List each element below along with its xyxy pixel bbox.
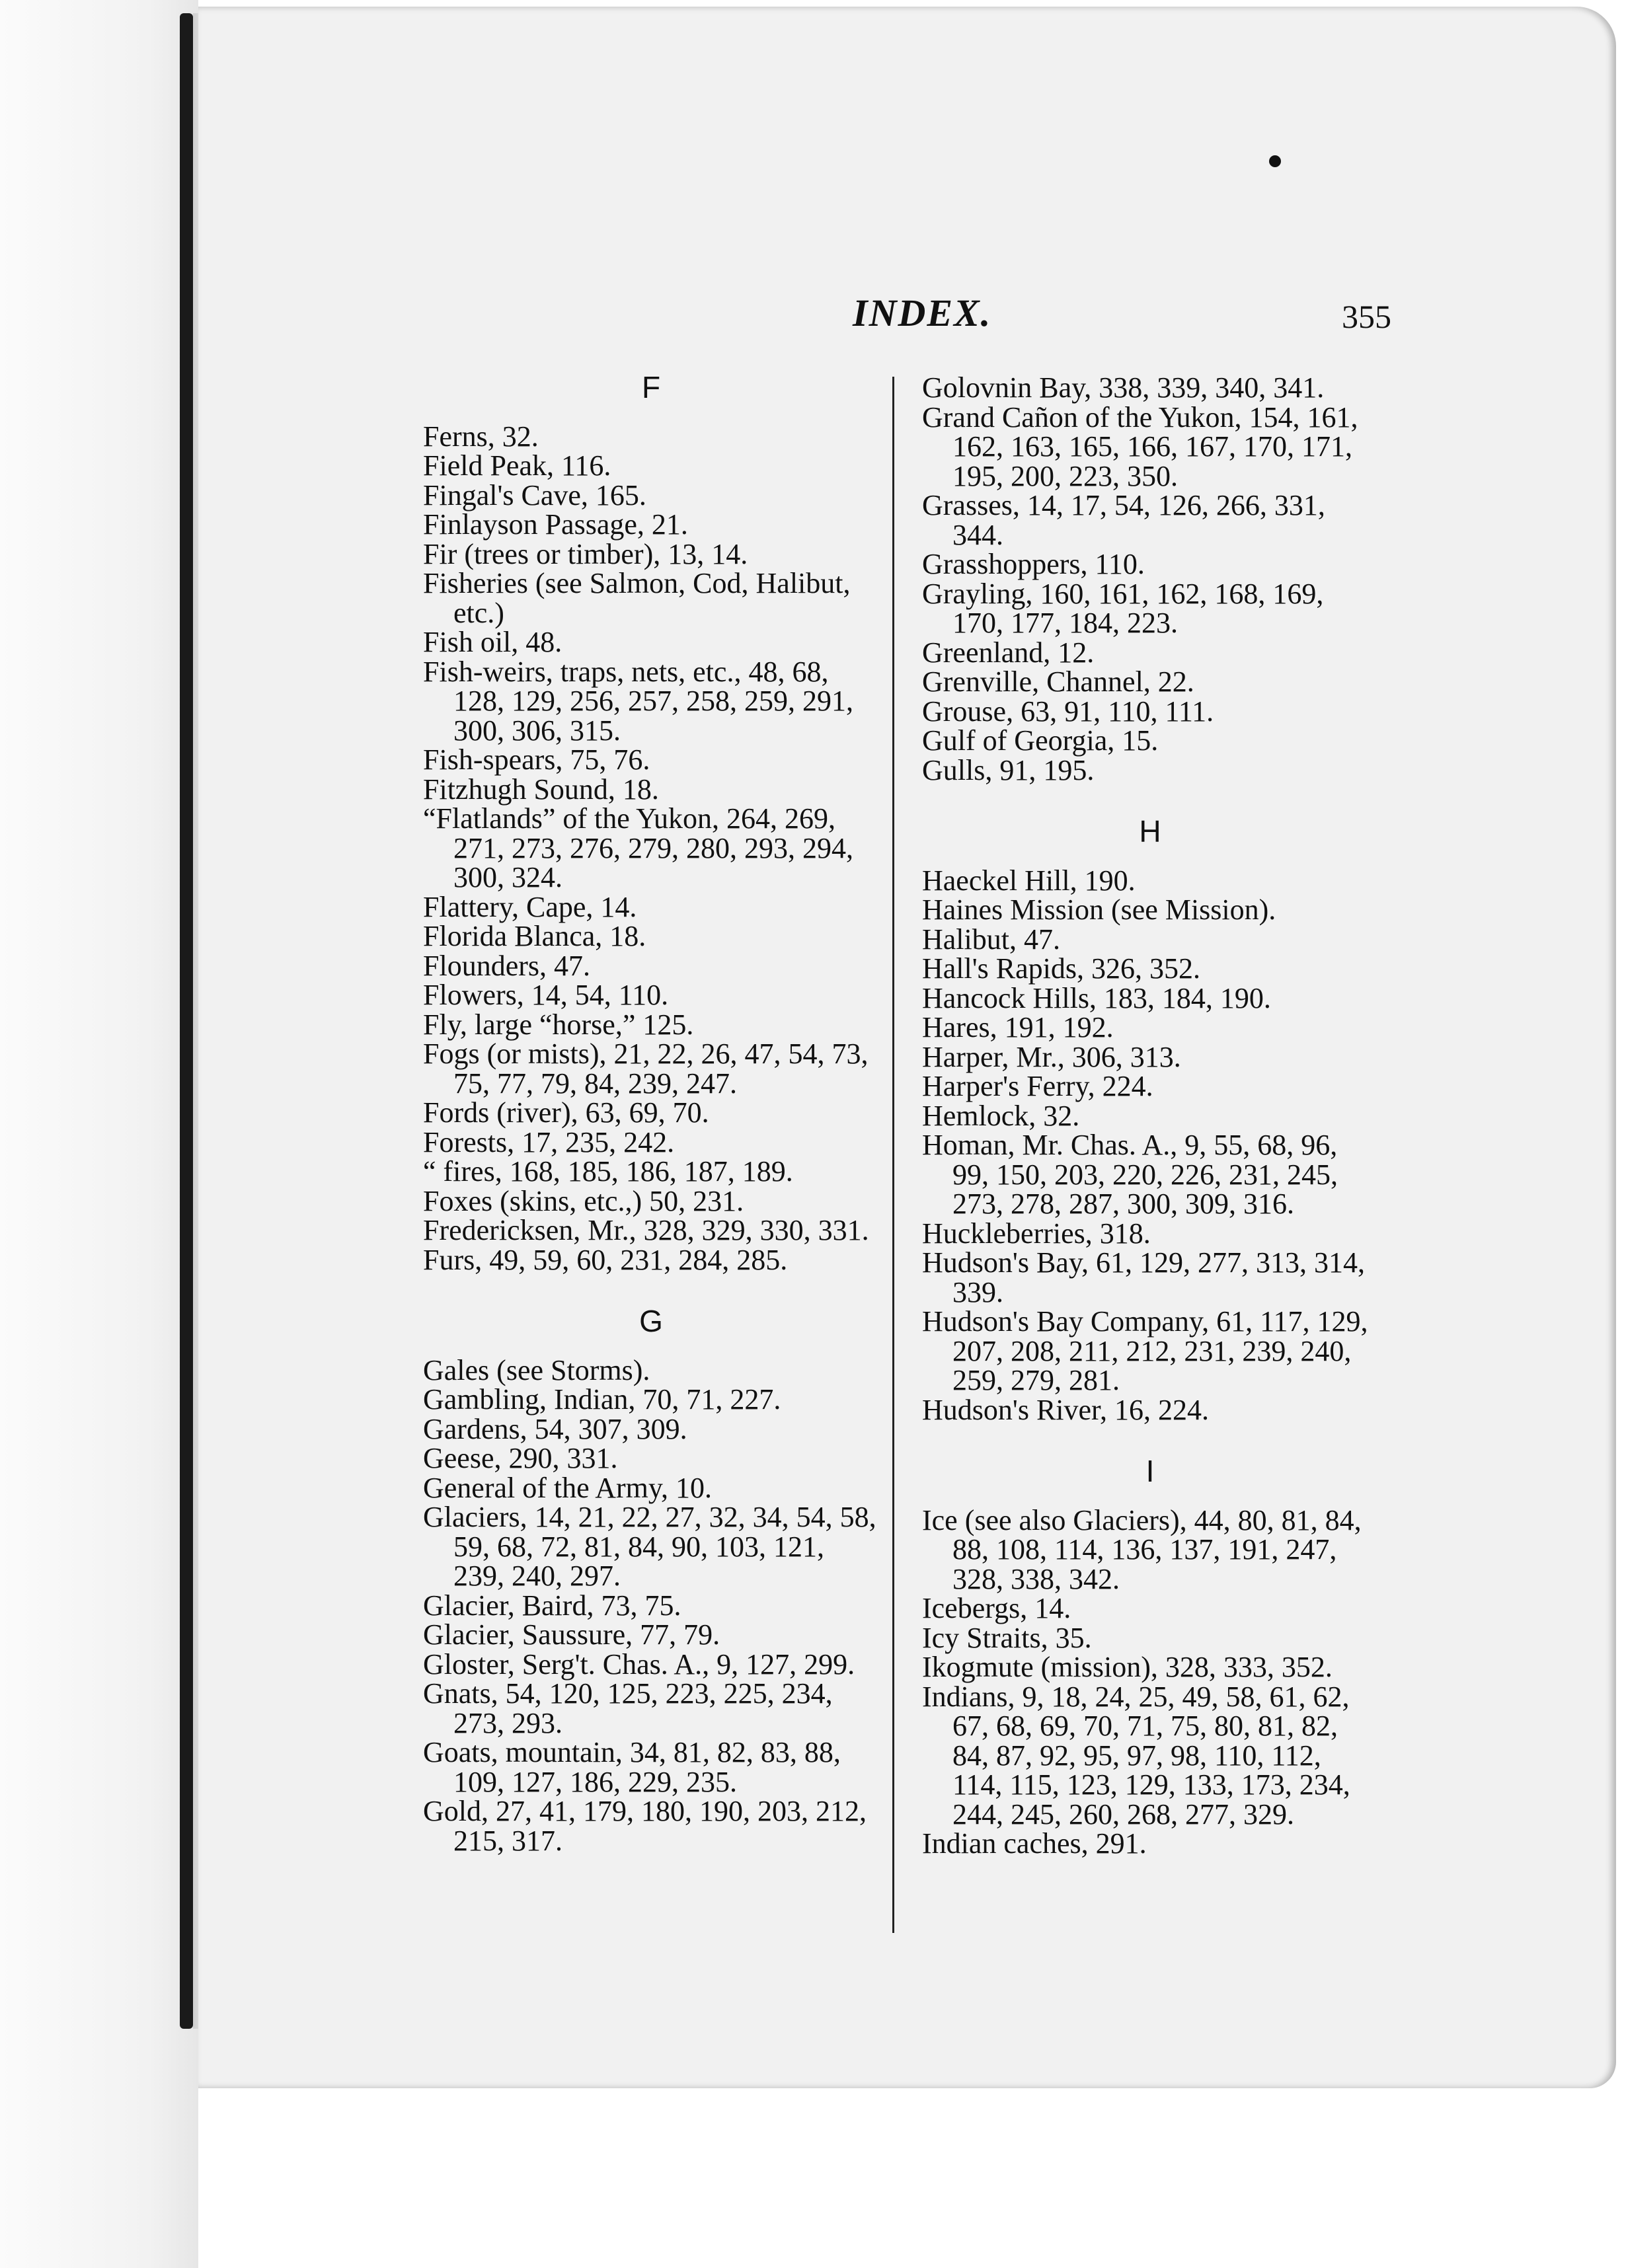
index-entry: Gloster, Serg't. Chas. A., 9, 127, 299. bbox=[423, 1647, 855, 1681]
running-title: INDEX. bbox=[853, 291, 992, 334]
index-entry: Harper's Ferry, 224. bbox=[922, 1070, 1153, 1102]
index-entry: Foxes (skins, etc.,) 50, 231. bbox=[423, 1184, 744, 1217]
index-entry: Homan, Mr. Chas. A., 9, 55, 68, 96, 99, 150, 203, 220, 226, 231, 245, 273, 278, 287, 300, 309, 316. bbox=[922, 1129, 1338, 1220]
index-entry: Hemlock, 32. bbox=[922, 1099, 1080, 1132]
index-entry: Ikogmute (mission), 328, 333, 352. bbox=[922, 1651, 1333, 1683]
section-letter-heading: I bbox=[1145, 1454, 1155, 1488]
index-entry: Fish-spears, 75, 76. bbox=[423, 743, 650, 776]
index-entry: Goats, mountain, 34, 81, 82, 83, 88, 109, 127, 186, 229, 235. bbox=[423, 1736, 841, 1798]
index-entry: Flounders, 47. bbox=[423, 949, 590, 982]
index-entry: Grayling, 160, 161, 162, 168, 169, 170, 177, 184, 223. bbox=[922, 577, 1324, 639]
index-entry: Haeckel Hill, 190. bbox=[922, 864, 1136, 897]
index-entry: Harper, Mr., 306, 313. bbox=[922, 1040, 1181, 1073]
section-spacer bbox=[922, 785, 1378, 814]
index-entry: Grouse, 63, 91, 110, 111. bbox=[922, 695, 1214, 728]
index-entry: Forests, 17, 235, 242. bbox=[423, 1125, 675, 1158]
index-entry: Icebergs, 14. bbox=[922, 1592, 1071, 1624]
index-entry: “ fires, 168, 185, 186, 187, 189. bbox=[423, 1155, 793, 1188]
section-letter-heading: G bbox=[639, 1304, 663, 1338]
index-entry: Finlayson Passage, 21. bbox=[423, 508, 688, 541]
index-entry: Greenland, 12. bbox=[922, 636, 1095, 669]
index-entry: “Flatlands” of the Yukon, 264, 269, 271, 273, 276, 279, 280, 293, 294, 300, 324. bbox=[423, 802, 853, 893]
index-entry: Flowers, 14, 54, 110. bbox=[423, 979, 669, 1011]
index-entry: Fish oil, 48. bbox=[423, 626, 562, 658]
index-entry: Gulls, 91, 195. bbox=[922, 753, 1095, 786]
index-entry: Flattery, Cape, 14. bbox=[423, 890, 637, 923]
section-letter-heading: H bbox=[1139, 814, 1161, 849]
index-entry: Fords (river), 63, 69, 70. bbox=[423, 1096, 709, 1129]
index-entry: Haines Mission (see Mission). bbox=[922, 893, 1276, 926]
column-rule bbox=[892, 377, 894, 1933]
ink-dot bbox=[1269, 155, 1281, 167]
index-entry: Grand Cañon of the Yukon, 154, 161, 162, 163, 165, 166, 167, 170, 171, 195, 200, 223, 350. bbox=[922, 400, 1358, 492]
index-entry: Glacier, Baird, 73, 75. bbox=[423, 1589, 681, 1622]
index-entry: Field Peak, 116. bbox=[423, 449, 611, 482]
index-entry: Furs, 49, 59, 60, 231, 284, 285. bbox=[423, 1243, 788, 1276]
index-column-right bbox=[922, 373, 1378, 1859]
index-entry: Hall's Rapids, 326, 352. bbox=[922, 952, 1201, 985]
index-entry: Fitzhugh Sound, 18. bbox=[423, 773, 659, 806]
index-entry: Fisheries (see Salmon, Cod, Halibut, etc.) bbox=[423, 567, 851, 629]
section-spacer bbox=[423, 1275, 879, 1304]
index-entry: Grasshoppers, 110. bbox=[922, 548, 1145, 580]
page-number: 355 bbox=[1342, 298, 1391, 335]
index-column-left bbox=[423, 370, 879, 1856]
index-entry: Gambling, Indian, 70, 71, 227. bbox=[423, 1383, 781, 1416]
section-spacer bbox=[922, 1425, 1378, 1454]
facing-page bbox=[0, 0, 198, 2268]
index-entry: Fish-weirs, traps, nets, etc., 48, 68, 128, 129, 256, 257, 258, 259, 291, 300, 306, 315. bbox=[423, 655, 853, 747]
index-entry: Florida Blanca, 18. bbox=[423, 920, 646, 952]
index-entry: Grenville, Channel, 22. bbox=[922, 665, 1194, 698]
index-entry: Grasses, 14, 17, 54, 126, 266, 331, 344. bbox=[922, 489, 1325, 551]
index-entry: Hudson's Bay Company, 61, 117, 129, 207, 208, 211, 212, 231, 239, 240, 259, 279, 281. bbox=[922, 1305, 1368, 1396]
index-entry: Gardens, 54, 307, 309. bbox=[423, 1412, 687, 1445]
index-entry: Huckleberries, 318. bbox=[922, 1217, 1151, 1250]
index-entry: Fogs (or mists), 21, 22, 26, 47, 54, 73, 75, 77, 79, 84, 239, 247. bbox=[423, 1038, 869, 1100]
index-entry: Indian caches, 291. bbox=[922, 1827, 1147, 1860]
index-entry: Fingal's Cave, 165. bbox=[423, 478, 646, 511]
index-entry: Hares, 191, 192. bbox=[922, 1011, 1114, 1043]
index-entry: Indians, 9, 18, 24, 25, 49, 58, 61, 62, 67, 68, 69, 70, 71, 75, 80, 81, 82, 84, 87, 92, 95, 97, 98, 110, 112, 114, 115, 123, 129, 133, 173, 234, 244, 245, 260, 268, 277, 329. bbox=[922, 1680, 1350, 1831]
section-letter-heading: F bbox=[641, 370, 661, 404]
index-entry: Hudson's River, 16, 224. bbox=[922, 1393, 1209, 1426]
index-entry: Ferns, 32. bbox=[423, 420, 539, 453]
index-entry: Gnats, 54, 120, 125, 223, 225, 234, 273, 293. bbox=[423, 1677, 833, 1739]
book-gutter bbox=[180, 13, 193, 2029]
index-entry: Hudson's Bay, 61, 129, 277, 313, 314, 339. bbox=[922, 1246, 1365, 1308]
index-entry: General of the Army, 10. bbox=[423, 1471, 713, 1504]
index-entry: Golovnin Bay, 338, 339, 340, 341. bbox=[922, 371, 1325, 404]
index-entry: Hancock Hills, 183, 184, 190. bbox=[922, 981, 1271, 1014]
index-entry: Icy Straits, 35. bbox=[922, 1621, 1092, 1654]
index-entry: Glaciers, 14, 21, 22, 27, 32, 34, 54, 58, 59, 68, 72, 81, 84, 90, 103, 121, 239, 240, 297. bbox=[423, 1501, 876, 1592]
index-entry: Fredericksen, Mr., 328, 329, 330, 331. bbox=[423, 1214, 869, 1246]
index-entry: Fir (trees or timber), 13, 14. bbox=[423, 537, 748, 570]
index-entry: Gulf of Georgia, 15. bbox=[922, 724, 1159, 757]
index-entry: Gales (see Storms). bbox=[423, 1353, 650, 1386]
index-entry: Halibut, 47. bbox=[922, 923, 1060, 956]
index-entry: Glacier, Saussure, 77, 79. bbox=[423, 1618, 720, 1651]
index-entry: Fly, large “horse,” 125. bbox=[423, 1008, 694, 1041]
index-entry: Gold, 27, 41, 179, 180, 190, 203, 212, 215, 317. bbox=[423, 1795, 867, 1857]
index-entry: Geese, 290, 331. bbox=[423, 1442, 618, 1474]
index-entry: Ice (see also Glaciers), 44, 80, 81, 84, 88, 108, 114, 136, 137, 191, 247, 328, 338, 342. bbox=[922, 1503, 1362, 1595]
